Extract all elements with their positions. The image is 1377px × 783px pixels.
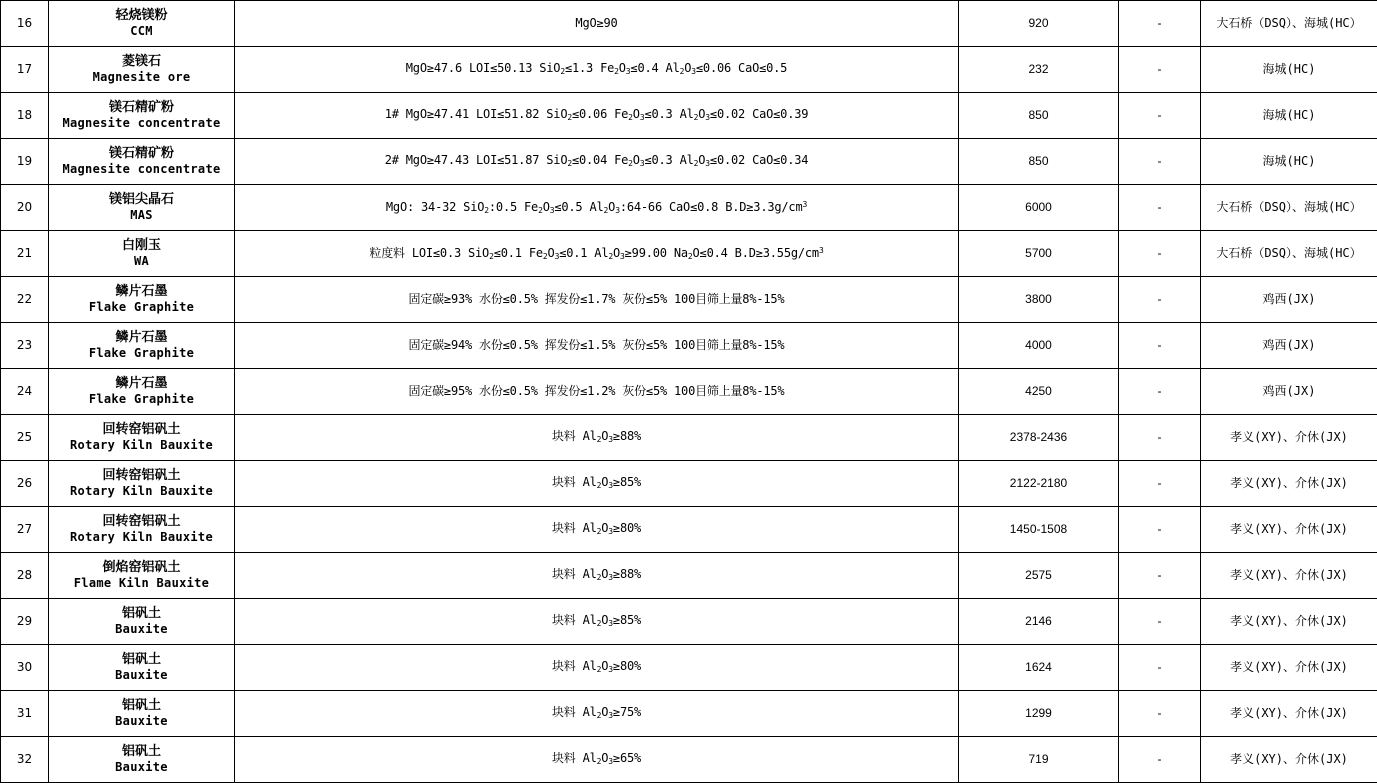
table-row — [1, 1, 1377, 47]
product-name-zh: 鳞片石墨 — [115, 330, 168, 345]
price-cell: 2146 — [959, 599, 1119, 645]
spec-cell: 块料 $Al_2O_3\ge 88\%$ — [235, 415, 959, 461]
product-name-cell — [49, 1, 235, 47]
change-cell: - — [1119, 185, 1201, 231]
spec-cell: 块料 $Al_2O_3\ge 85\%$ — [235, 461, 959, 507]
row-number: 28 — [1, 553, 49, 599]
spec-cell: MgO≥90 — [235, 1, 959, 47]
origin-cell: 鸡西(JX) — [1201, 277, 1377, 323]
row-number: 24 — [1, 369, 49, 415]
product-name-cell — [49, 185, 235, 231]
price-cell: 6000 — [959, 185, 1119, 231]
change-cell: - — [1119, 231, 1201, 277]
product-name-zh: 铝矾土 — [121, 606, 161, 621]
table-row — [1, 323, 1377, 369]
origin-cell: 大石桥（DSQ）、海城(HC） — [1201, 1, 1377, 47]
product-name-en: Bauxite — [115, 714, 168, 728]
spec-cell: 粒度料 LOI≤0.3 SiO$_2$≤0.1 $Fe_2O_3\le 0.1$ $Al_2O_3\ge 99.00$ $Na_2O\le 0.4$ $B.D\ge 3.55g/cm^3$ — [235, 231, 959, 277]
price-cell: 2575 — [959, 553, 1119, 599]
product-name-zh: 镁铝尖晶石 — [108, 192, 174, 207]
change-cell: - — [1119, 415, 1201, 461]
row-number: 19 — [1, 139, 49, 185]
product-name-zh: 铝矾土 — [121, 698, 161, 713]
price-cell: 232 — [959, 47, 1119, 93]
product-name-zh: 菱镁石 — [121, 54, 161, 69]
product-name-zh: 回转窑铝矾土 — [102, 468, 181, 483]
origin-cell: 大石桥（DSQ）、海城(HC） — [1201, 185, 1377, 231]
row-number: 22 — [1, 277, 49, 323]
origin-cell: 鸡西(JX) — [1201, 369, 1377, 415]
change-cell: - — [1119, 645, 1201, 691]
price-cell: 5700 — [959, 231, 1119, 277]
product-name-en: Bauxite — [115, 760, 168, 774]
origin-cell: 鸡西(JX) — [1201, 323, 1377, 369]
spec-cell: 块料 $Al_2O_3\ge 85\%$ — [235, 599, 959, 645]
row-number: 26 — [1, 461, 49, 507]
change-cell: - — [1119, 553, 1201, 599]
product-name-en: Flake Graphite — [88, 392, 195, 406]
origin-cell: 孝义(XY)、介休(JX) — [1201, 645, 1377, 691]
spec-cell: 2# MgO≥47.43 LOI≤51.87 SiO$_2$≤0.04 $Fe_2O_3\le 0.3$ $Al_2O_3\le 0.02$ CaO≤0.34 — [235, 139, 959, 185]
price-cell: 2122-2180 — [959, 461, 1119, 507]
price-cell: 1450-1508 — [959, 507, 1119, 553]
table-row — [1, 691, 1377, 737]
product-name-en: WA — [133, 254, 150, 268]
price-cell: 4000 — [959, 323, 1119, 369]
table-row — [1, 737, 1377, 783]
table-row — [1, 645, 1377, 691]
product-name-zh: 铝矾土 — [121, 652, 161, 667]
table-row — [1, 599, 1377, 645]
spec-cell: 块料 $Al_2O_3\ge 65\%$ — [235, 737, 959, 783]
price-cell: 850 — [959, 139, 1119, 185]
product-name-zh: 回转窑铝矾土 — [102, 514, 181, 529]
row-number: 32 — [1, 737, 49, 783]
origin-cell: 孝义(XY)、介休(JX) — [1201, 599, 1377, 645]
spec-cell: MgO: 34-32 SiO$_2$:0.5 $Fe_2O_3\le 0.5$ $Al_2O_3:64-66$ CaO≤0.8 $B.D\ge 3.3g/cm^3$ — [235, 185, 959, 231]
product-name-zh: 轻烧镁粉 — [115, 8, 168, 23]
origin-cell: 孝义(XY)、介休(JX) — [1201, 691, 1377, 737]
origin-cell: 孝义(XY)、介休(JX) — [1201, 415, 1377, 461]
price-cell: 4250 — [959, 369, 1119, 415]
row-number: 17 — [1, 47, 49, 93]
change-cell: - — [1119, 323, 1201, 369]
origin-cell: 孝义(XY)、介休(JX) — [1201, 553, 1377, 599]
table-row — [1, 231, 1377, 277]
product-name-zh: 倒焰窑铝矾土 — [102, 560, 181, 575]
row-number: 16 — [1, 1, 49, 47]
table-body — [1, 1, 1377, 783]
product-name-en: Flake Graphite — [88, 300, 195, 314]
row-number: 25 — [1, 415, 49, 461]
product-name-en: Magnesite concentrate — [62, 162, 221, 176]
product-name-zh: 回转窑铝矾土 — [102, 422, 181, 437]
price-cell: 920 — [959, 1, 1119, 47]
table-row — [1, 507, 1377, 553]
product-name-en: Rotary Kiln Bauxite — [70, 530, 213, 544]
origin-cell: 海城(HC) — [1201, 139, 1377, 185]
table-row — [1, 415, 1377, 461]
row-number: 20 — [1, 185, 49, 231]
product-name-en: Magnesite concentrate — [62, 116, 221, 130]
price-cell: 3800 — [959, 277, 1119, 323]
product-name-cell — [49, 507, 235, 553]
product-name-en: Magnesite ore — [92, 70, 191, 84]
product-name-cell — [49, 599, 235, 645]
product-name-zh: 鳞片石墨 — [115, 376, 168, 391]
price-cell: 1624 — [959, 645, 1119, 691]
spec-cell: 固定碳≥94% 水份≤0.5% 挥发份≤1.5% 灰份≤5% 100目筛上量8%-15% — [235, 323, 959, 369]
product-name-zh: 镁石精矿粉 — [108, 146, 174, 161]
table-row — [1, 185, 1377, 231]
spec-cell: 1# MgO≥47.41 LOI≤51.82 SiO$_2$≤0.06 $Fe_2O_3\le 0.3$ $Al_2O_3\le 0.02$ CaO≤0.39 — [235, 93, 959, 139]
product-name-cell — [49, 139, 235, 185]
row-number: 21 — [1, 231, 49, 277]
origin-cell: 孝义(XY)、介休(JX) — [1201, 507, 1377, 553]
product-name-en: Bauxite — [115, 622, 168, 636]
change-cell: - — [1119, 599, 1201, 645]
spec-cell: MgO≥47.6 LOI≤50.13 SiO$_2$≤1.3 $Fe_2O_3\le 0.4$ $Al_2O_3\le 0.06$ CaO≤0.5 — [235, 47, 959, 93]
product-name-en: CCM — [130, 24, 153, 38]
product-name-cell — [49, 369, 235, 415]
product-name-cell — [49, 277, 235, 323]
spec-cell: 块料 $Al_2O_3\ge 88\%$ — [235, 553, 959, 599]
table-row — [1, 277, 1377, 323]
product-name-zh: 镁石精矿粉 — [108, 100, 174, 115]
change-cell: - — [1119, 1, 1201, 47]
product-name-en: Rotary Kiln Bauxite — [70, 484, 213, 498]
change-cell: - — [1119, 47, 1201, 93]
product-name-cell — [49, 47, 235, 93]
product-name-cell — [49, 415, 235, 461]
table-row — [1, 93, 1377, 139]
origin-cell: 孝义(XY)、介休(JX) — [1201, 737, 1377, 783]
price-cell: 2378-2436 — [959, 415, 1119, 461]
product-name-zh: 鳞片石墨 — [115, 284, 168, 299]
change-cell: - — [1119, 691, 1201, 737]
spec-cell: 固定碳≥93% 水份≤0.5% 挥发份≤1.7% 灰份≤5% 100目筛上量8%-15% — [235, 277, 959, 323]
row-number: 30 — [1, 645, 49, 691]
product-name-cell — [49, 691, 235, 737]
price-cell: 1299 — [959, 691, 1119, 737]
row-number: 29 — [1, 599, 49, 645]
spec-cell: 块料 $Al_2O_3\ge 80\%$ — [235, 645, 959, 691]
change-cell: - — [1119, 93, 1201, 139]
table-row — [1, 139, 1377, 185]
product-name-en: Bauxite — [115, 668, 168, 682]
change-cell: - — [1119, 507, 1201, 553]
change-cell: - — [1119, 461, 1201, 507]
change-cell: - — [1119, 737, 1201, 783]
change-cell: - — [1119, 277, 1201, 323]
product-name-en: MAS — [130, 208, 153, 222]
change-cell: - — [1119, 139, 1201, 185]
product-name-cell — [49, 461, 235, 507]
table-row — [1, 553, 1377, 599]
price-cell: 719 — [959, 737, 1119, 783]
spec-cell: 固定碳≥95% 水份≤0.5% 挥发份≤1.2% 灰份≤5% 100目筛上量8%-15% — [235, 369, 959, 415]
product-name-en: Flame Kiln Bauxite — [73, 576, 210, 590]
row-number: 23 — [1, 323, 49, 369]
spec-cell: 块料 $Al_2O_3\ge 75\%$ — [235, 691, 959, 737]
row-number: 18 — [1, 93, 49, 139]
table-row — [1, 369, 1377, 415]
product-name-cell — [49, 231, 235, 277]
table-row — [1, 461, 1377, 507]
price-cell: 850 — [959, 93, 1119, 139]
origin-cell: 海城(HC) — [1201, 47, 1377, 93]
origin-cell: 孝义(XY)、介休(JX) — [1201, 461, 1377, 507]
product-name-cell — [49, 553, 235, 599]
product-name-cell — [49, 645, 235, 691]
product-name-en: Flake Graphite — [88, 346, 195, 360]
row-number: 31 — [1, 691, 49, 737]
product-name-cell — [49, 323, 235, 369]
product-name-en: Rotary Kiln Bauxite — [70, 438, 213, 452]
product-name-zh: 白刚玉 — [121, 238, 161, 253]
table-row — [1, 47, 1377, 93]
change-cell: - — [1119, 369, 1201, 415]
product-name-zh: 铝矾土 — [121, 744, 161, 759]
product-name-cell — [49, 737, 235, 783]
spec-cell: 块料 $Al_2O_3\ge 80\%$ — [235, 507, 959, 553]
origin-cell: 海城(HC) — [1201, 93, 1377, 139]
origin-cell: 大石桥（DSQ）、海城(HC） — [1201, 231, 1377, 277]
row-number: 27 — [1, 507, 49, 553]
product-name-cell — [49, 93, 235, 139]
